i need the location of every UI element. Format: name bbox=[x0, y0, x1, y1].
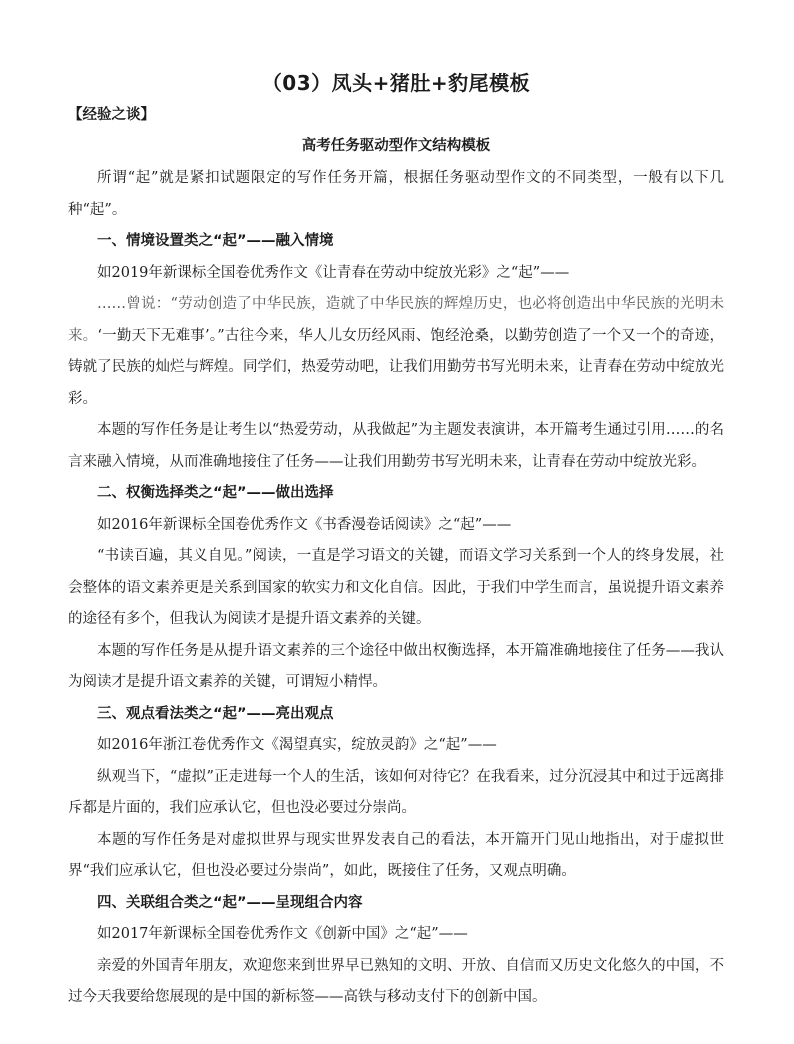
section-excerpt-3: 纵观当下，“虚拟”正走进每一个人的生活，该如何对待它？在我看来，过分沉浸其中和过于远离排斥都是片面的，我们应承认它，但也没必要过分崇尚。 bbox=[68, 768, 724, 816]
page-title: （03）凤头+猪肚+豹尾模板 bbox=[261, 71, 531, 95]
section-analysis-3: 本题的写作任务是对虚拟世界与现实世界发表自己的看法，本开篇开门见山地指出，对于虚拟世界“我们应承认它，但也没必要过分崇尚”，如此，既接住了任务，又观点明确。 bbox=[68, 831, 724, 879]
section-analysis-2: 本题的写作任务是从提升语文素养的三个途径中做出权衡选择，本开篇准确地接住了任务——我认为阅读才是提升语文素养的关键，可谓短小精悍。 bbox=[68, 642, 724, 690]
document-subtitle: 高考任务驱动型作文结构模板 bbox=[301, 138, 491, 154]
section-source-1: 如2019年新课标全国卷优秀作文《让青春在劳动中绽放光彩》之“起”—— bbox=[97, 264, 570, 281]
section-excerpt-4: 亲爱的外国青年朋友，欢迎您来到世界早已熟知的文明、开放、自信而又历史文化悠久的中国，不过今天我要给您展现的是中国的新标签——高铁与移动支付下的创新中国。 bbox=[68, 957, 724, 1005]
section-source-4: 如2017年新课标全国卷优秀作文《创新中国》之“起”—— bbox=[97, 926, 468, 942]
excerpt-quote: ……曾说：“劳动创造了中华民族，造就了中华民族的辉煌历史，也必将创造出中华民族的光明未来。 bbox=[68, 296, 724, 344]
excerpt-rest: ‘一勤天下无难事’。”古往今来，华人儿女历经风雨、饱经沧桑，以勤劳创造了一个又一个的奇迹，铸就了民族的灿烂与辉煌。同学们，热爱劳动吧，让我们用勤劳书写光明未来，让青春在劳动中绽放光彩。 bbox=[68, 327, 724, 407]
section-tag: 【经验之谈】 bbox=[68, 107, 155, 123]
section-excerpt-1 bbox=[68, 289, 724, 415]
section-source-2: 如2016年新课标全国卷优秀作文《书香漫卷话阅读》之“起”—— bbox=[97, 516, 512, 533]
section-source-3: 如2016年浙江卷优秀作文《渴望真实，绽放灵韵》之“起”—— bbox=[97, 737, 497, 753]
section-excerpt-2: “书读百遍，其义自见。”阅读，一直是学习语文的关键，而语文学习关系到一个人的终身发展，社会整体的语文素养更是关系到国家的软实力和文化自信。因此，于我们中学生而言，虽说提升语文素养的途径有多个，但我认为阅读才是提升语文素养的关键。 bbox=[68, 548, 724, 627]
intro-paragraph: 所谓“起”就是紧扣试题限定的写作任务开篇，根据任务驱动型作文的不同类型，一般有以下几种“起”。 bbox=[68, 170, 724, 218]
section-analysis-1: 本题的写作任务是让考生以“热爱劳动，从我做起”为主题发表演讲，本开篇考生通过引用……的名言来融入情境，从而准确地接住了任务——让我们用勤劳书写光明未来，让青春在劳动中绽放光彩。 bbox=[68, 422, 724, 470]
section-heading-4: 四、关联组合类之“起”——呈现组合内容 bbox=[97, 894, 363, 911]
section-heading-2: 二、权衡选择类之“起”——做出选择 bbox=[97, 485, 334, 501]
section-heading-1: 一、情境设置类之“起”——融入情境 bbox=[97, 233, 334, 249]
section-heading-3: 三、观点看法类之“起”——亮出观点 bbox=[97, 705, 334, 722]
